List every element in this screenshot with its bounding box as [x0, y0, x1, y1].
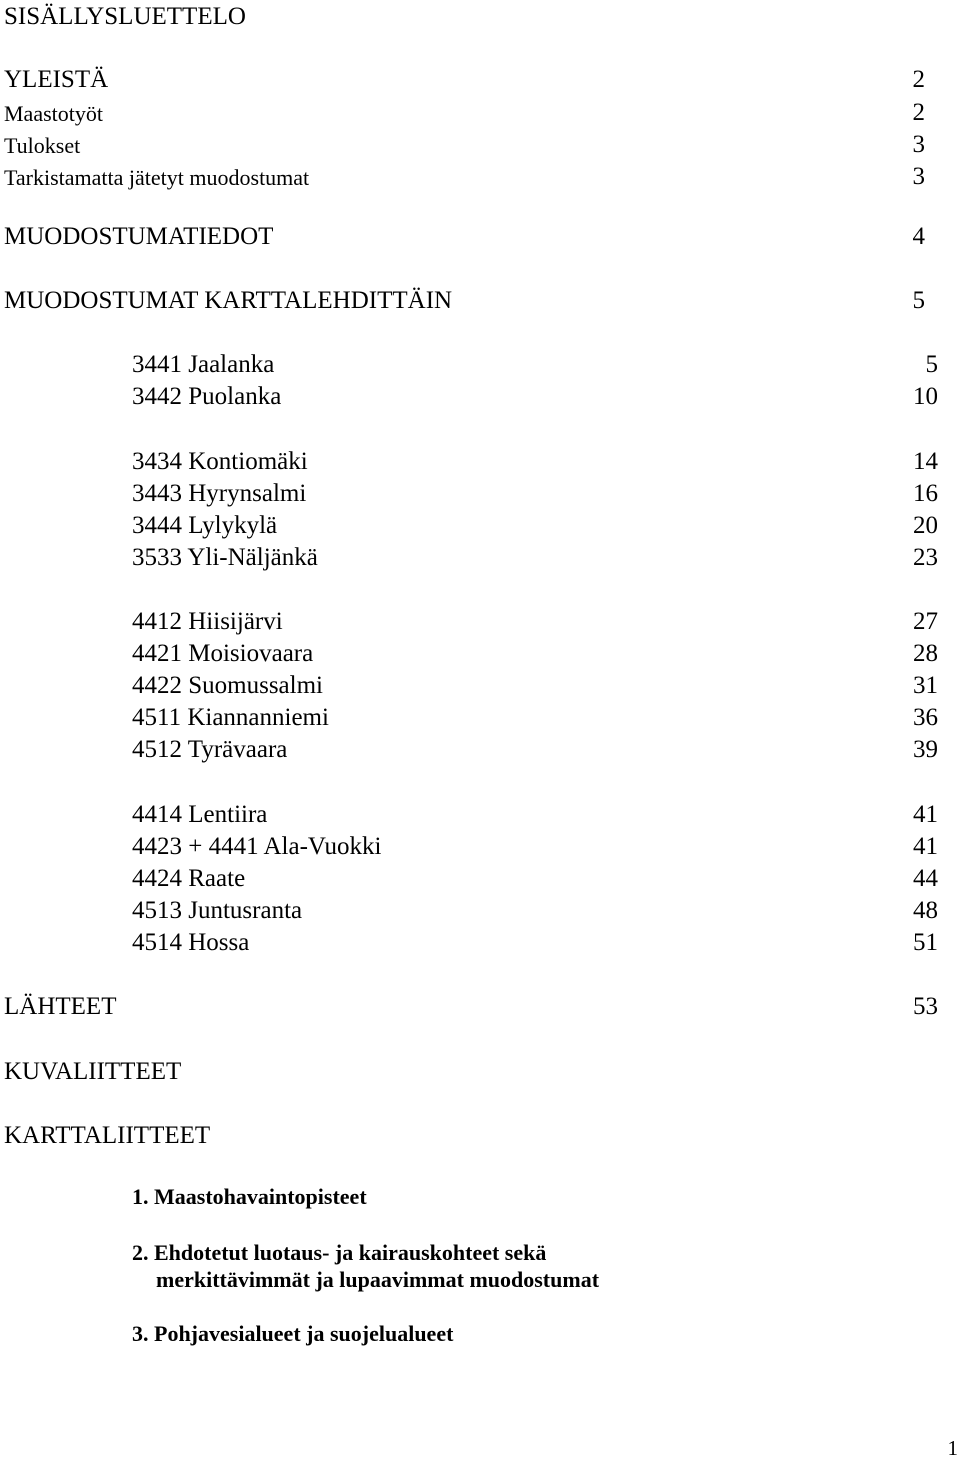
toc-heading-by-map-sheet: MUODOSTUMAT KARTTALEHDITTÄIN — [4, 287, 453, 314]
toc-heading-sources: LÄHTEET — [4, 993, 117, 1020]
toc-heading-general: YLEISTÄ — [4, 66, 109, 93]
toc-sheet-page: 48 — [913, 897, 938, 924]
toc-heading-formation-data-page: 4 — [912, 223, 925, 250]
toc-heading-image-appendices: KUVALIITTEET — [4, 1058, 182, 1085]
toc-sheet-label: 4422 Suomussalmi — [132, 672, 323, 699]
toc-sheet-label: 4513 Juntusranta — [132, 897, 303, 924]
toc-sheet-label: 4412 Hiisijärvi — [132, 608, 283, 635]
toc-sheet-page: 41 — [913, 833, 938, 860]
toc-sheet-page: 23 — [913, 544, 938, 571]
toc-sheet-page: 14 — [913, 448, 938, 475]
toc-sheet-page: 16 — [913, 480, 938, 507]
toc-heading-formation-data: MUODOSTUMATIEDOT — [4, 223, 274, 250]
toc-sheet-label: 3441 Jaalanka — [132, 351, 275, 378]
page-title: SISÄLLYSLUETTELO — [4, 3, 246, 30]
appendix-item-continuation: merkittävimmät ja lupaavimmat muodostumat — [156, 1267, 600, 1292]
appendix-item: 3. Pohjavesialueet ja suojelualueet — [132, 1321, 454, 1346]
toc-sheet-page: 27 — [913, 608, 938, 635]
toc-item-page: 3 — [912, 163, 925, 190]
toc-sheet-label: 3442 Puolanka — [132, 383, 282, 410]
toc-sheet-page: 20 — [913, 512, 938, 539]
toc-sheet-label: 3434 Kontiomäki — [132, 448, 308, 475]
toc-heading-map-appendices: KARTTALIITTEET — [4, 1122, 211, 1149]
toc-sheet-label: 4511 Kiannanniemi — [132, 704, 329, 731]
toc-sheet-label: 3443 Hyrynsalmi — [132, 480, 307, 507]
toc-sheet-label: 4514 Hossa — [132, 929, 250, 956]
toc-sheet-label: 3533 Yli-Näljänkä — [132, 544, 318, 571]
toc-sheet-label: 3444 Lylykylä — [132, 512, 278, 539]
toc-item-label: Tarkistamatta jätetyt muodostumat — [4, 165, 310, 190]
toc-sheet-page: 36 — [913, 704, 938, 731]
toc-sheet-page: 5 — [925, 351, 938, 378]
toc-sheet-label: 4423 + 4441 Ala-Vuokki — [132, 833, 382, 860]
toc-sheet-page: 51 — [913, 929, 938, 956]
toc-sheet-page: 28 — [913, 640, 938, 667]
toc-sheet-page: 44 — [913, 865, 938, 892]
toc-heading-general-page: 2 — [912, 66, 925, 93]
toc-sheet-label: 4512 Tyrävaara — [132, 736, 288, 763]
toc-sheet-page: 10 — [913, 383, 938, 410]
page-number: 1 — [947, 1436, 958, 1460]
toc-sheet-page: 39 — [913, 736, 938, 763]
toc-sheet-page: 41 — [913, 801, 938, 828]
toc-sheet-label: 4421 Moisiovaara — [132, 640, 314, 667]
appendix-item: 2. Ehdotetut luotaus- ja kairauskohteet sekä — [132, 1240, 547, 1265]
toc-heading-sources-page: 53 — [913, 993, 938, 1020]
toc-sheet-page: 31 — [913, 672, 938, 699]
toc-sheet-label: 4424 Raate — [132, 865, 246, 892]
toc-sheet-label: 4414 Lentiira — [132, 801, 268, 828]
toc-item-label: Maastotyöt — [4, 101, 103, 126]
toc-item-page: 3 — [912, 131, 925, 158]
appendix-item: 1. Maastohavaintopisteet — [132, 1184, 367, 1209]
toc-item-page: 2 — [912, 99, 925, 126]
toc-item-label: Tulokset — [4, 133, 81, 158]
toc-heading-by-map-sheet-page: 5 — [912, 287, 925, 314]
